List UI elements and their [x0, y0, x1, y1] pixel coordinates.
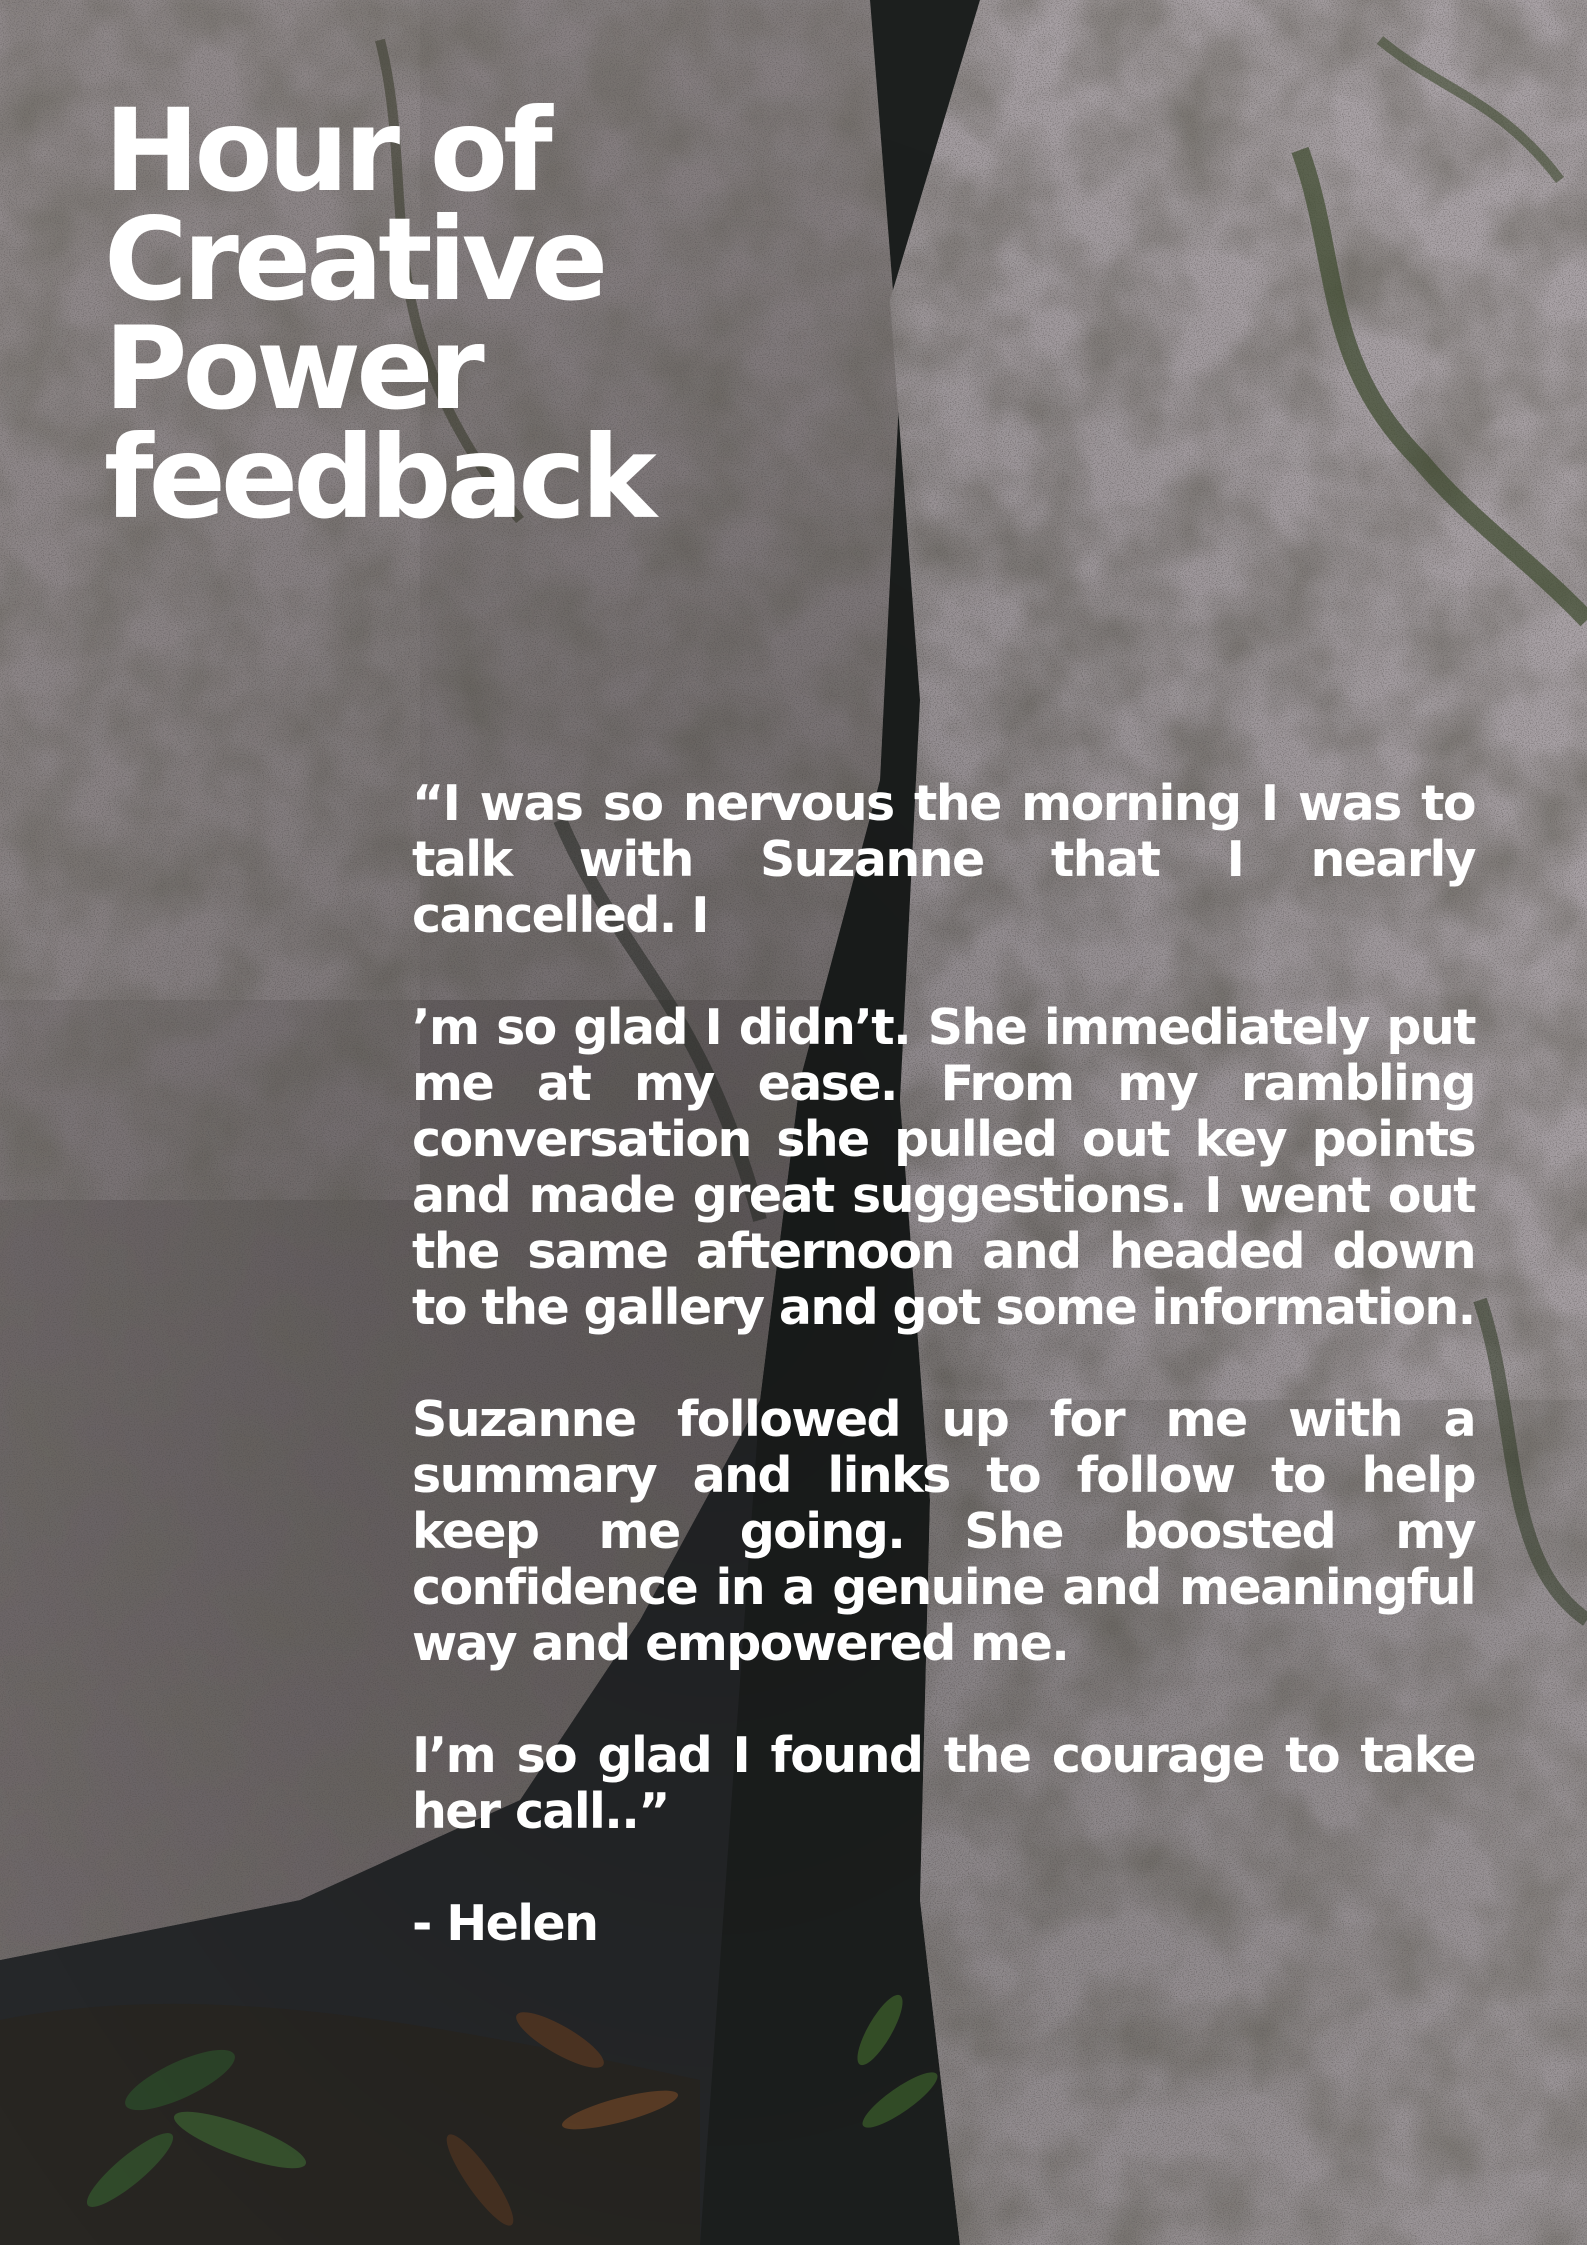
testimonial-paragraph: “I was so nervous the morning I was to talk with Suzanne that I nearly cancelled. I [412, 775, 1475, 944]
title-line: Hour of [104, 84, 548, 217]
title-line: feedback [104, 411, 652, 544]
title-line: Creative [104, 193, 604, 326]
page-title [104, 84, 804, 544]
testimonial-paragraph: ’m so glad I didn’t. She immediately put me at my ease. From my rambling conversation she pulled out key points and made great suggestions. I went out the same afternoon and headed down to the gallery and got some information. [412, 999, 1475, 1336]
testimonial-paragraph: I’m so glad I found the courage to take her call..” [412, 1727, 1475, 1840]
testimonial-signature: - Helen [412, 1895, 598, 1952]
testimonial-quote [412, 776, 1475, 2008]
testimonial-paragraph: Suzanne followed up for me with a summary and links to follow to help keep me going. She boosted my confidence in a genuine and meaningful way and empowered me. [412, 1391, 1475, 1672]
title-line: Power [104, 302, 480, 435]
